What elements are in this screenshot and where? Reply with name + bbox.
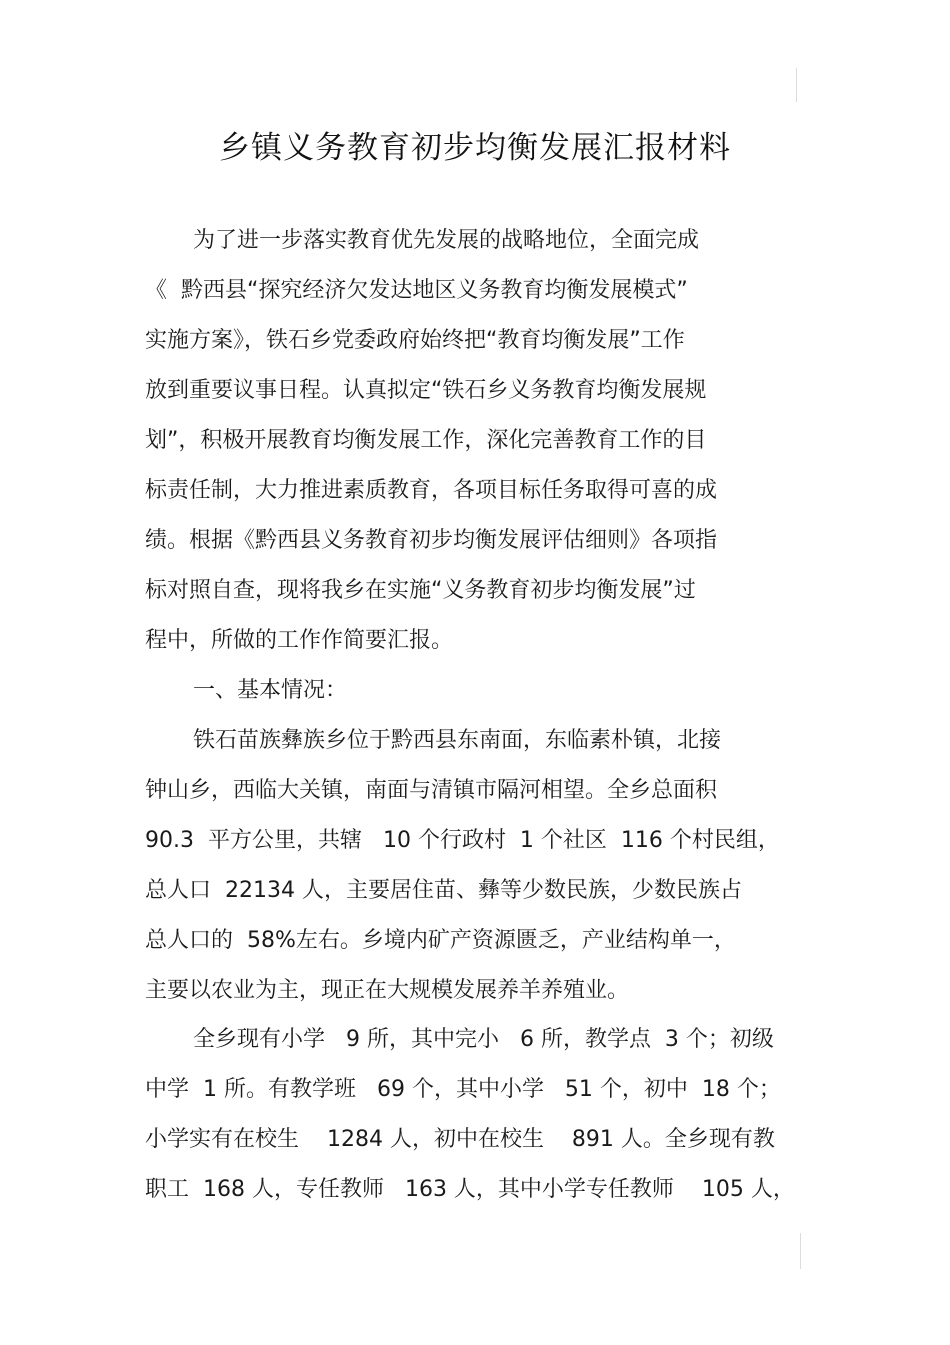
body-line: 标对照自查，现将我乡在实施“义务教育初步均衡发展”过	[145, 578, 696, 603]
body-line: 中学 1 所。有教学班 69 个，其中小学 51 个，初中 18 个；	[145, 1077, 781, 1102]
page-corner-mark-bottom	[800, 1233, 801, 1269]
body-line: 全乡现有小学 9 所，其中完小 6 所，教学点 3 个；初级	[193, 1027, 774, 1052]
document-title: 乡镇义务教育初步均衡发展汇报材料	[219, 130, 731, 166]
body-line: 绩。根据《黔西县义务教育初步均衡发展评估细则》各项指	[145, 528, 718, 553]
body-line: 为了进一步落实教育优先发展的战略地位，全面完成	[193, 228, 700, 253]
section-heading: 一、基本情况：	[193, 678, 348, 703]
body-line: 总人口 22134 人，主要居住苗、彝等少数民族，少数民族占	[145, 878, 742, 903]
body-line: 总人口的 58%左右。乡境内矿产资源匮乏，产业结构单一，	[145, 928, 736, 953]
body-line: 放到重要议事日程。认真拟定“铁石乡义务教育均衡发展规	[145, 378, 707, 403]
body-line: 小学实有在校生 1284 人，初中在校生 891 人。全乡现有教	[145, 1127, 775, 1152]
body-line: 标责任制，大力推进素质教育，各项目标任务取得可喜的成	[145, 478, 718, 503]
body-line: 90.3 平方公里，共辖 10 个行政村 1 个社区 116 个村民组，	[145, 828, 780, 853]
body-line: 实施方案》，铁石乡党委政府始终把“教育均衡发展”工作	[145, 328, 685, 353]
body-line: 钟山乡，西临大关镇，南面与清镇市隔河相望。全乡总面积	[145, 778, 718, 803]
body-line: 主要以农业为主，现正在大规模发展养羊养殖业。	[145, 978, 630, 1003]
page-corner-mark-top	[796, 68, 797, 102]
body-line: 程中，所做的工作作简要汇报。	[145, 628, 454, 653]
body-line: 铁石苗族彝族乡位于黔西县东南面，东临素朴镇，北接	[193, 728, 722, 753]
body-line: 《 黔西县“探究经济欠发达地区义务教育均衡发展模式”	[145, 278, 688, 303]
body-line: 职工 168 人，专任教师 163 人，其中小学专任教师 105 人，	[145, 1177, 795, 1202]
body-line: 划”，积极开展教育均衡发展工作，深化完善教育工作的目	[145, 428, 707, 453]
